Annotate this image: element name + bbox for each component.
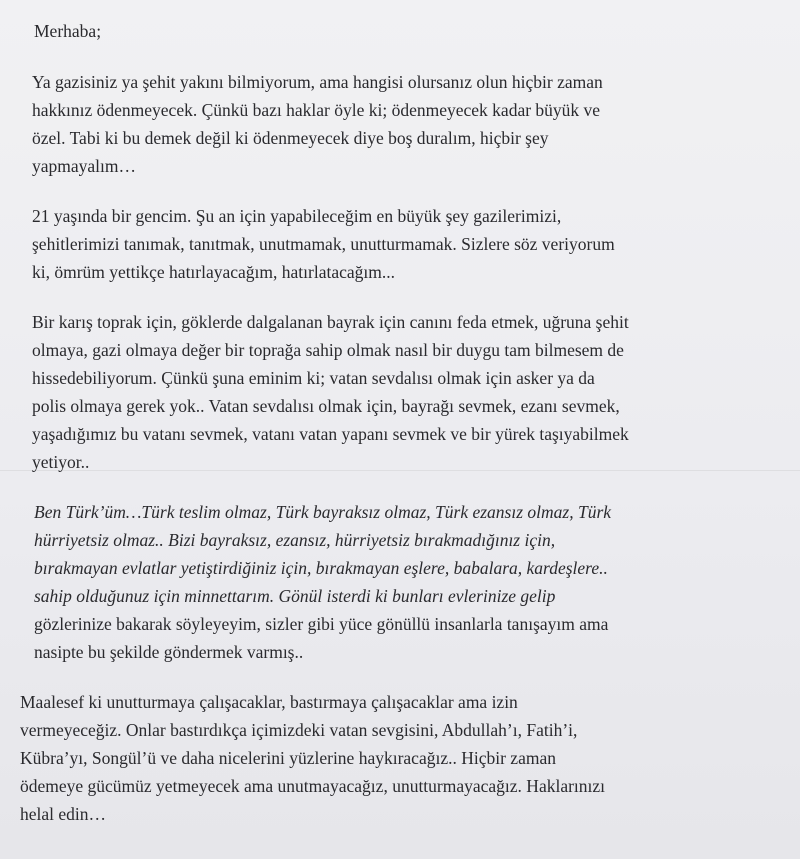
letter-greeting: Merhaba;: [34, 21, 102, 41]
paragraph-line: sahip olduğunuz için minnettarım. Gönül isterdi ki bunları evlerinize gelip: [34, 586, 556, 606]
paragraph-line: helal edin…: [20, 804, 107, 824]
paragraph-line: yaşadığımız bu vatanı sevmek, vatanı vatan yapanı sevmek ve bir yürek taşıyabilmek: [32, 424, 629, 444]
paragraph-line: yetiyor..: [32, 452, 90, 472]
paragraph-line: ödemeye gücümüz yetmeyecek ama unutmayacağız, unutturmayacağız. Haklarınızı: [20, 776, 606, 796]
paragraph-5: [20, 688, 780, 828]
paragraph-line: Kübra’yı, Songül’ü ve daha nicelerini yüzlerine haykıracağız.. Hiçbir zaman: [20, 748, 556, 768]
paragraph-line: nasipte bu şekilde göndermek varmış..: [34, 642, 304, 662]
paragraph-line: Ya gazisiniz ya şehit yakını bilmiyorum, ama hangisi olursanız olun hiçbir zaman: [32, 72, 603, 92]
paragraph-line: hakkınız ödenmeyecek. Çünkü bazı haklar öyle ki; ödenmeyecek kadar büyük ve: [32, 100, 601, 120]
paragraph-line: bırakmayan evlatlar yetiştirdiğiniz için, bırakmayan eşlere, babalara, kardeşlere..: [34, 558, 608, 578]
paragraph-line: şehitlerimizi tanımak, tanıtmak, unutmamak, unutturmamak. Sizlere söz veriyorum: [32, 234, 615, 254]
paragraph-line: Maalesef ki unutturmaya çalışacaklar, bastırmaya çalışacaklar ama izin: [20, 692, 518, 712]
paragraph-2: [32, 202, 780, 286]
paragraph-line: yapmayalım…: [32, 156, 137, 176]
paper-fold-line: [0, 470, 800, 471]
paragraph-line: gözlerinize bakarak söyleyeyim, sizler gibi yüce gönüllü insanlarla tanışayım ama: [34, 614, 609, 634]
paragraph-line: polis olmaya gerek yok.. Vatan sevdalısı olmak için, bayrağı sevmek, ezanı sevmek,: [32, 396, 620, 416]
paragraph-line: hissedebiliyorum. Çünkü şuna eminim ki; vatan sevdalısı olmak için asker ya da: [32, 368, 595, 388]
paragraph-line: 21 yaşında bir gencim. Şu an için yapabileceğim en büyük şey gazilerimizi,: [32, 206, 562, 226]
paragraph-line: Ben Türk’üm…Türk teslim olmaz, Türk bayraksız olmaz, Türk ezansız olmaz, Türk: [34, 502, 612, 522]
paragraph-4: [34, 498, 780, 666]
paragraph-line: Bir karış toprak için, göklerde dalgalanan bayrak için canını feda etmek, uğruna şehit: [32, 312, 629, 332]
paragraph-1: [32, 68, 780, 180]
paragraph-line: ki, ömrüm yettikçe hatırlayacağım, hatırlatacağım...: [32, 262, 395, 282]
paragraph-line: özel. Tabi ki bu demek değil ki ödenmeyecek diye boş duralım, hiçbir şey: [32, 128, 549, 148]
paragraph-3: [32, 308, 780, 476]
paragraph-line: olmaya, gazi olmaya değer bir toprağa sahip olmak nasıl bir duygu tam bilmesem de: [32, 340, 624, 360]
paragraph-line: vermeyeceğiz. Onlar bastırdıkça içimizdeki vatan sevgisini, Abdullah’ı, Fatih’i,: [20, 720, 578, 740]
paragraph-line: hürriyetsiz olmaz.. Bizi bayraksız, ezansız, hürriyetsiz bırakmadığınız için,: [34, 530, 556, 550]
